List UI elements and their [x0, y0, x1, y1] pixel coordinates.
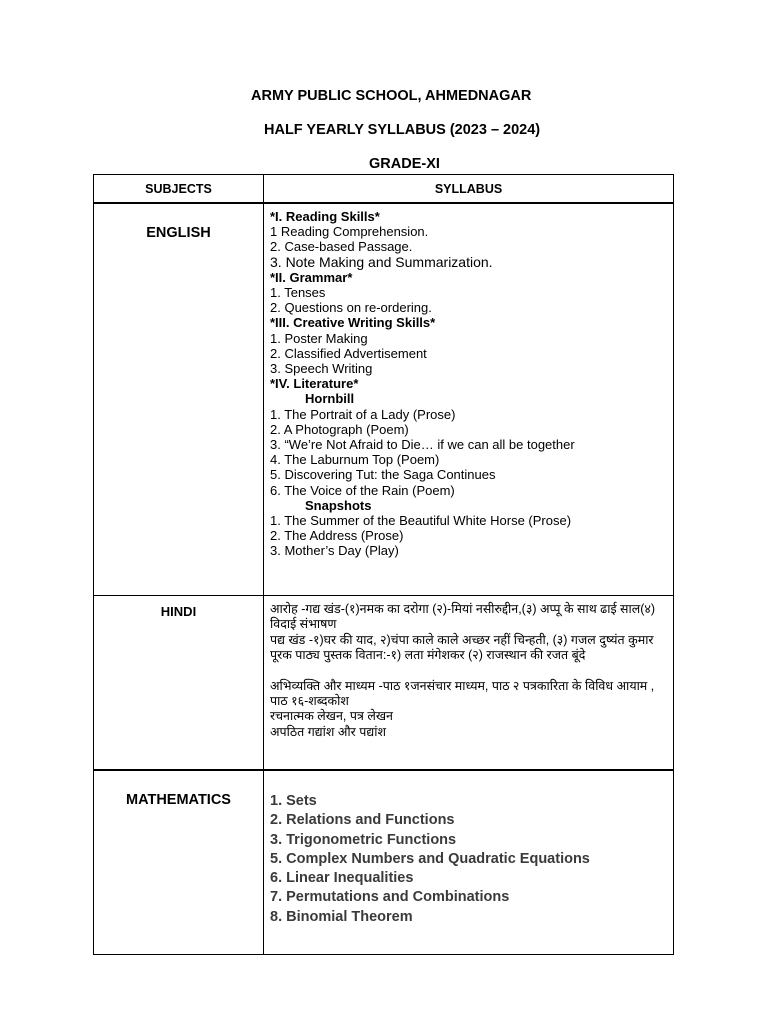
english-line: 3. Speech Writing [270, 361, 373, 377]
english-line: *I. Reading Skills* [270, 209, 380, 224]
subject-mathematics: MATHEMATICS [94, 770, 264, 955]
english-line: 4. The Laburnum Top (Poem) [270, 452, 440, 468]
header-subjects: SUBJECTS [94, 175, 264, 204]
maths-line: 1. Sets [270, 793, 317, 809]
english-line: 2. Case-based Passage. [270, 239, 413, 255]
english-line: 2. Classified Advertisement [270, 345, 427, 361]
hindi-line: पद्य खंड -१)घर की याद, २)चंपा काले काले अच्छर नहीं चिन्हती, (३) गजल दुष्यंत कुमार [270, 632, 654, 647]
english-line: 2. A Photograph (Poem) [270, 421, 409, 437]
syllabus-title: HALF YEARLY SYLLABUS (2023 – 2024) [264, 122, 541, 138]
english-line: 1. Tenses [270, 285, 326, 301]
english-line: 5. Discovering Tut: the Saga Continues [270, 467, 496, 483]
english-line: 1. The Summer of the Beautiful White Horse (Prose) [270, 513, 572, 529]
subject-english: ENGLISH [94, 203, 264, 596]
hindi-line: अभिव्यक्ति और माध्यम -पाठ १जनसंचार माध्यम, पाठ २ पत्रकारिता के विविध आयाम , पाठ १६-शब्दकोश [270, 678, 655, 709]
english-line: 1. The Portrait of a Lady (Prose) [270, 406, 456, 422]
english-line: 3. “We’re Not Afraid to Die… if we can all be together [270, 437, 575, 453]
subject-hindi: HINDI [94, 596, 264, 771]
table-row-mathematics [94, 770, 674, 955]
english-line: 2. Questions on re-ordering. [270, 300, 432, 316]
english-line: 2. The Address (Prose) [270, 528, 404, 544]
english-line: *III. Creative Writing Skills* [270, 315, 436, 331]
header-syllabus: SYLLABUS [264, 175, 674, 204]
english-line: 3. Note Making and Summarization. [270, 253, 493, 270]
syllabus-table [93, 174, 674, 955]
paragraph-gap [270, 664, 673, 679]
syllabus-hindi [264, 596, 674, 771]
syllabus-mathematics [264, 770, 674, 955]
maths-line: 2. Relations and Functions [270, 812, 455, 829]
table-row-english [94, 203, 674, 596]
table-row-hindi [94, 596, 674, 771]
hindi-line: पूरक पाठ्य पुस्तक वितान:-१) लता मंगेशकर (२) राजस्थान की रजत बूंदे [270, 648, 586, 663]
english-line: 3. Mother’s Day (Play) [270, 543, 399, 559]
maths-line: 5. Complex Numbers and Quadratic Equations [270, 850, 590, 867]
english-subheading: Hornbill [305, 391, 355, 407]
english-line: *II. Grammar* [270, 269, 353, 285]
english-line: 6. The Voice of the Rain (Poem) [270, 482, 455, 498]
maths-line: 6. Linear Inequalities [270, 870, 414, 887]
english-subheading: Snapshots [305, 497, 372, 513]
hindi-line: रचनात्मक लेखन, पत्र लेखन [270, 709, 393, 724]
hindi-line: अपठित गद्यांश और पद्यांश [270, 724, 386, 739]
table-header-row [94, 175, 674, 204]
grade-label: GRADE-XI [369, 156, 440, 172]
english-line: *IV. Literature* [270, 376, 359, 392]
hindi-line: आरोह -गद्य खंड-(१)नमक का दरोगा (२)-मियां नसीरुद्दीन,(३) अप्पू के साथ ढाई साल(४) विदाई संभाषण [270, 602, 656, 632]
maths-line: 3. Trigonometric Functions [270, 831, 457, 848]
maths-line: 8. Binomial Theorem [270, 908, 413, 925]
english-line: 1 Reading Comprehension. [270, 224, 429, 240]
maths-line: 7. Permutations and Combinations [270, 889, 510, 906]
syllabus-english [264, 203, 674, 596]
school-name: ARMY PUBLIC SCHOOL, AHMEDNAGAR [251, 88, 532, 104]
english-line: 1. Poster Making [270, 330, 368, 346]
